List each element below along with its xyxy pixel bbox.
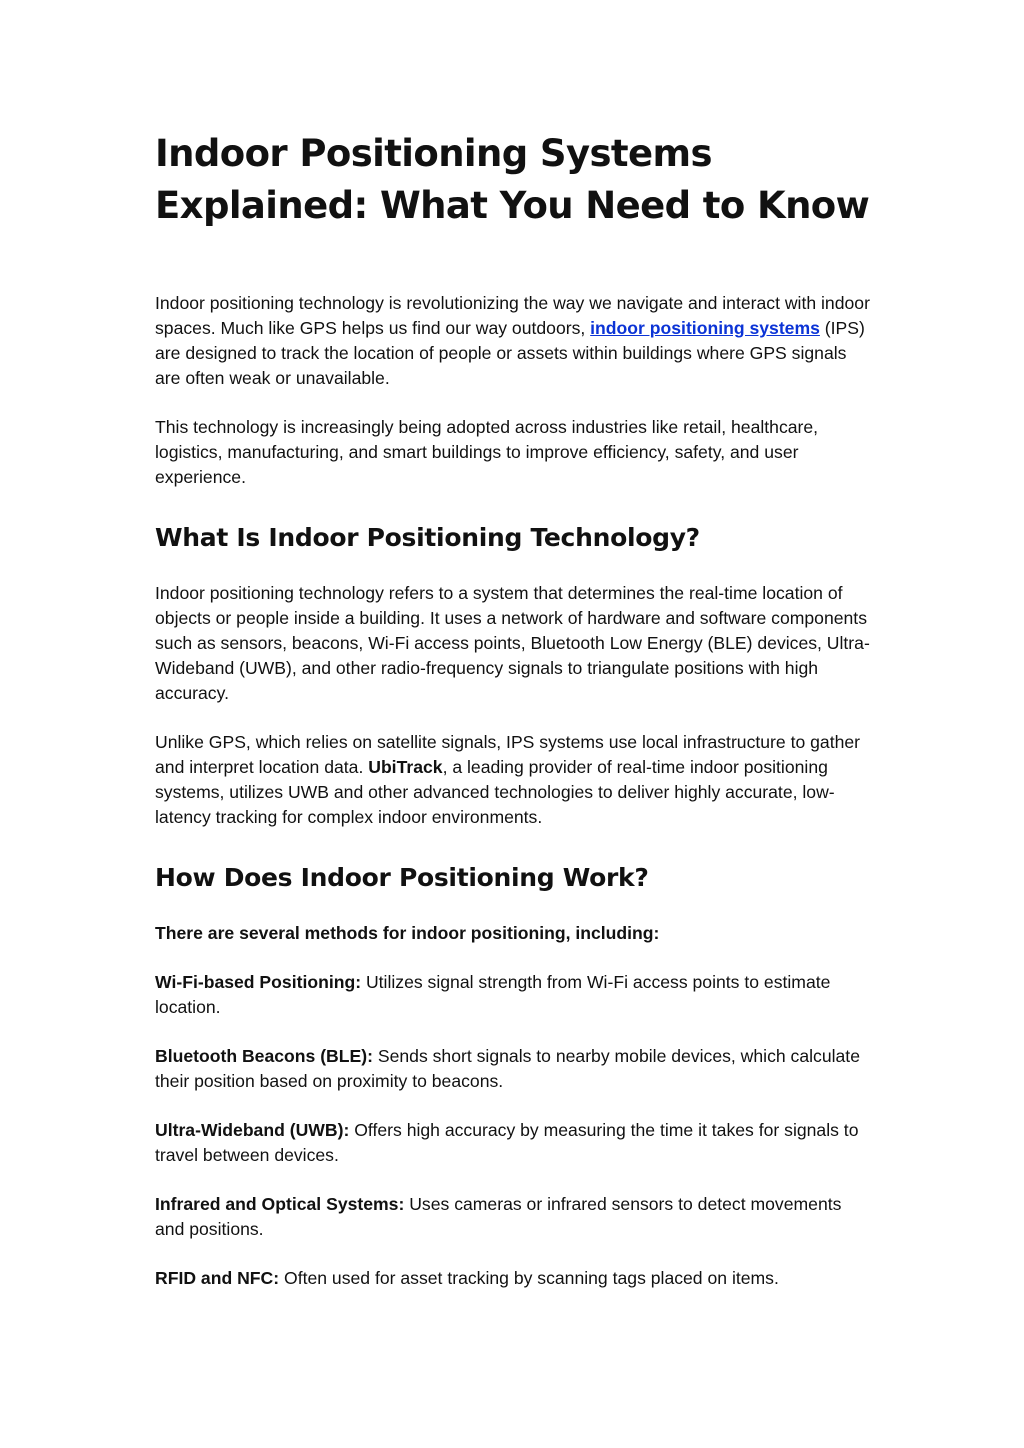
method-item [155,1266,875,1291]
method-desc: Utilizes signal strength from Wi-Fi access points to estimate location. [155,972,831,1017]
intro-text-end: (IPS) are designed to track the location of people or assets within buildings where GPS signals are often weak or unavailable. [155,318,865,388]
section-heading-what-is: What Is Indoor Positioning Technology? [155,523,700,552]
intro-paragraph-2: This technology is increasingly being adopted across industries like retail, healthcare, logistics, manufacturing, and smart buildings to improve efficiency, safety, and user experience. [155,417,819,487]
method-term: RFID and NFC: [155,1268,280,1288]
section1-paragraph-2 [155,730,875,830]
section1-text-start: Unlike GPS, which relies on satellite signals, IPS systems use local infrastructure to gather and interpret location data. [155,732,861,777]
ubitrack-brand: UbiTrack [368,757,443,777]
ips-link[interactable]: indoor positioning systems [590,318,820,338]
section1-paragraph-1: Indoor positioning technology refers to a system that determines the real-time location of objects or people inside a building. It uses a network of hardware and software components such as sensors, beacons, Wi-Fi access points, Bluetooth Low Energy (BLE) devices, Ultra-Wideband (UWB), and other radio-frequency signals to triangulate positions with high accuracy. [155,583,870,703]
method-term: Ultra-Wideband (UWB): [155,1120,350,1140]
page-title: Indoor Positioning Systems Explained: What You Need to Know [155,132,870,227]
intro-text-start: Indoor positioning technology is revolutionizing the way we navigate and interact with indoor spaces. Much like GPS helps us find our way outdoors, [155,293,870,338]
section1-text-end: , a leading provider of real-time indoor positioning systems, utilizes UWB and other advanced technologies to deliver highly accurate, low-latency tracking for complex indoor environments. [155,757,835,827]
document-page [155,128,875,1315]
method-term: Bluetooth Beacons (BLE): [155,1046,373,1066]
method-term: Infrared and Optical Systems: [155,1194,405,1214]
method-item [155,1192,875,1242]
section-heading-how-it-works: How Does Indoor Positioning Work? [155,863,649,892]
methods-lead-text: There are several methods for indoor positioning, including: [155,923,660,943]
method-desc: Sends short signals to nearby mobile devices, which calculate their position based on proximity to beacons. [155,1046,860,1091]
method-desc: Offers high accuracy by measuring the time it takes for signals to travel between devices. [155,1120,859,1165]
methods-lead [155,921,875,946]
method-item [155,1118,875,1168]
method-desc: Uses cameras or infrared sensors to detect movements and positions. [155,1194,842,1239]
method-item [155,970,875,1020]
method-item [155,1044,875,1094]
method-term: Wi-Fi-based Positioning: [155,972,362,992]
intro-paragraph-1 [155,291,875,391]
method-desc: Often used for asset tracking by scanning tags placed on items. [279,1268,779,1288]
